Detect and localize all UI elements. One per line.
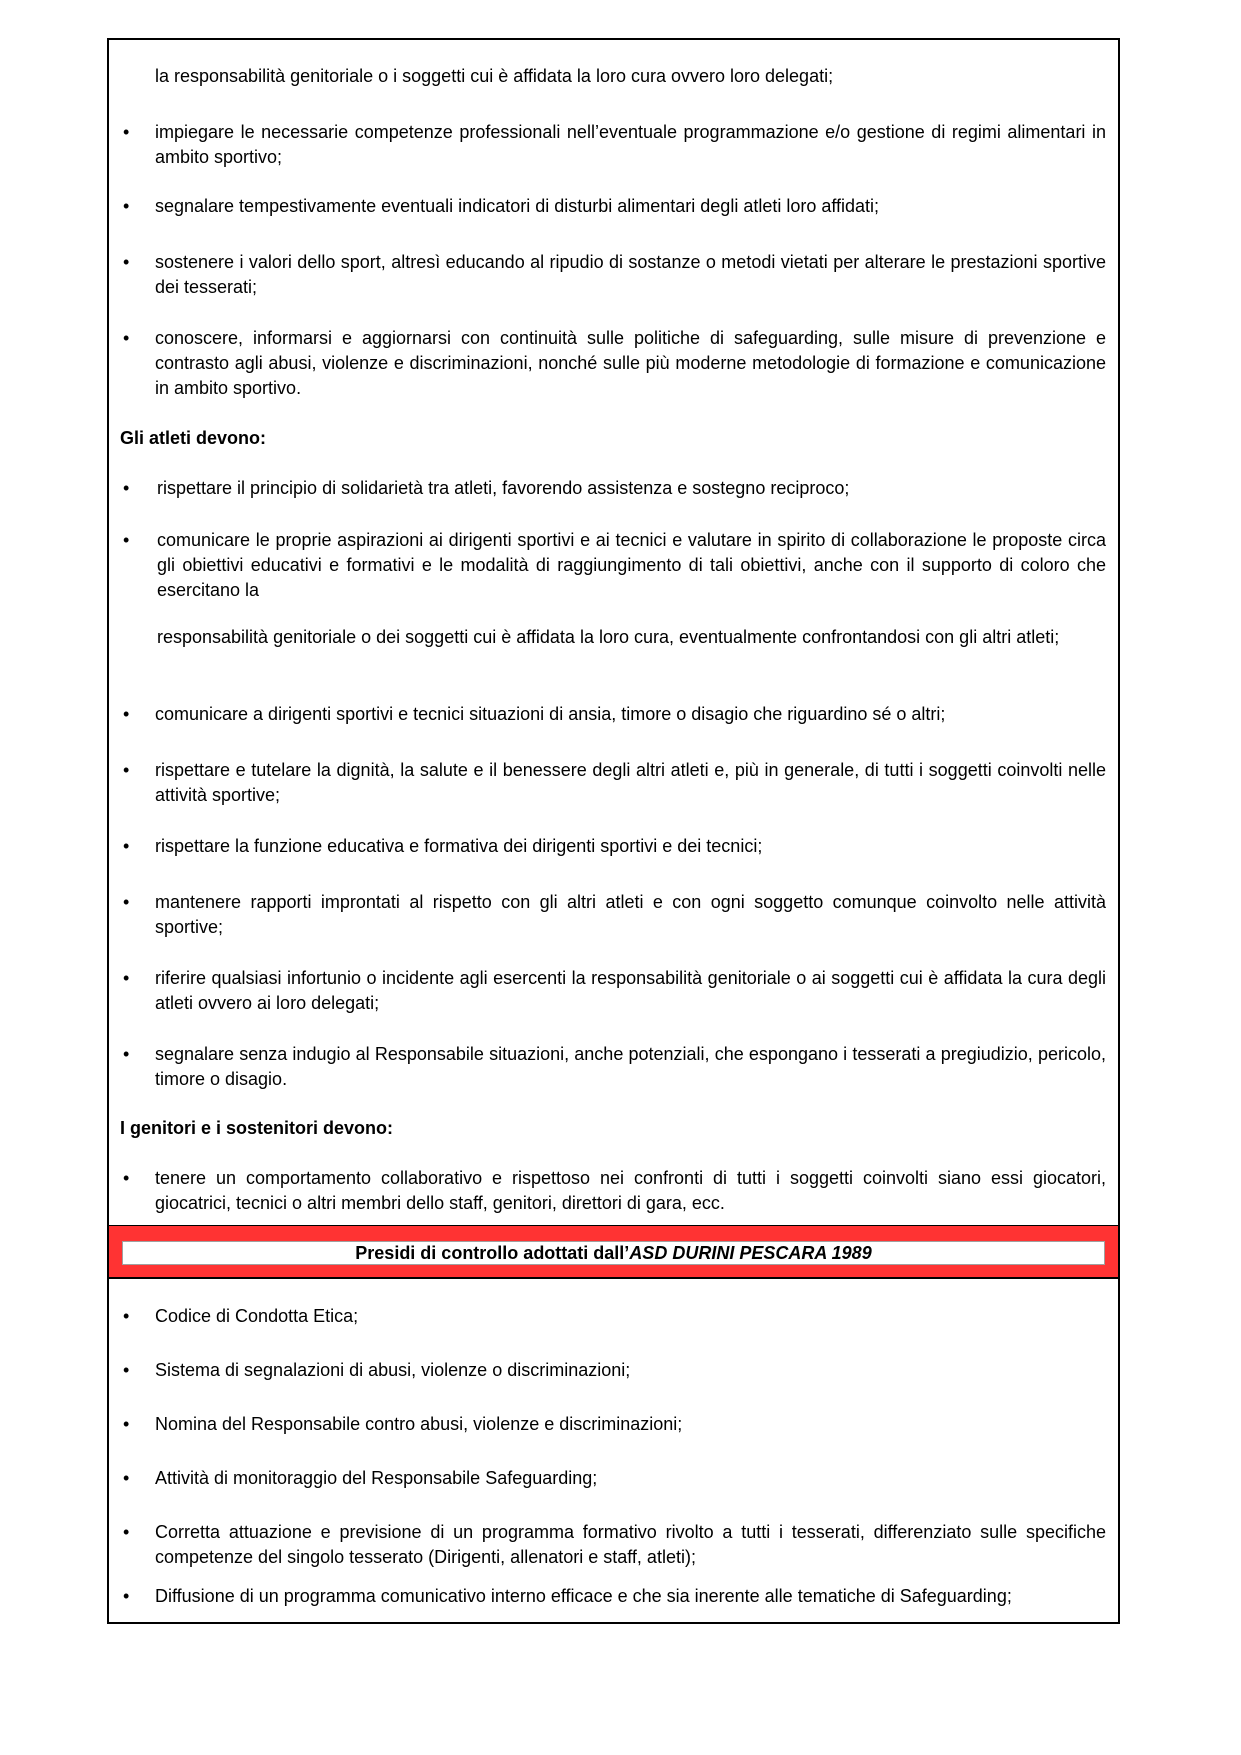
list-item: Diffusione di un programma comunicativo interno efficace e che sia inerente alle tematiche di Safeguarding; [155,1586,1012,1606]
bullet-icon: • [123,196,130,216]
bullet-icon: • [123,122,130,142]
bullet-icon: • [123,1306,130,1326]
bullet-icon: • [123,1522,130,1542]
list-item: comunicare le proprie aspirazioni ai dirigenti sportivi e ai tecnici e valutare in spirito di collaborazione le proposte circa gli obiettivi educativi e formativi e le modalità di raggiungimento di tali obiettivi, anche con il supporto di coloro che esercitano la [157,530,1106,600]
bullet-icon: • [123,1468,130,1488]
list-item: segnalare senza indugio al Responsabile situazioni, anche potenziali, che espongano i tesserati a pregiudizio, pericolo, timore o disagio. [155,1044,1106,1089]
bullet-icon: • [123,1360,130,1380]
section-title-prefix: Presidi di controllo adottati dall’ [355,1243,630,1263]
athletes-heading: Gli atleti devono: [120,428,267,448]
bullet-icon: • [123,1414,130,1434]
bullet-icon: • [123,530,130,550]
section-title [122,1241,1105,1265]
continuation-text: la responsabilità genitoriale o i soggetti cui è affidata la loro cura ovvero loro delegati; [155,66,834,86]
list-item: riferire qualsiasi infortunio o incidente agli esercenti la responsabilità genitoriale o ai soggetti cui è affidata la cura degli atleti ovvero ai loro delegati; [155,968,1106,1013]
bullet-icon: • [123,892,130,912]
document-frame [107,38,1120,1624]
bullet-icon: • [123,1168,130,1188]
list-item: Attività di monitoraggio del Responsabile Safeguarding; [155,1468,598,1488]
list-item: mantenere rapporti improntati al rispetto con gli altri atleti e con ogni soggetto comunque coinvolto nelle attività sportive; [155,892,1106,937]
list-item: rispettare e tutelare la dignità, la salute e il benessere degli altri atleti e, più in generale, di tutti i soggetti coinvolti nelle attività sportive; [155,760,1106,805]
bullet-icon: • [123,478,130,498]
list-item: sostenere i valori dello sport, altresì educando al ripudio di sostanze o metodi vietati per alterare le prestazioni sportive dei tesserati; [155,252,1106,297]
list-item: impiegare le necessarie competenze professionali nell’eventuale programmazione e/o gestione di regimi alimentari in ambito sportivo; [155,122,1106,167]
list-item: tenere un comportamento collaborativo e rispettoso nei confronti di tutti i soggetti coinvolti siano essi giocatori, giocatrici, tecnici o altri membri dello staff, genitori, direttori di gara, ecc. [155,1168,1106,1213]
parents-heading: I genitori e i sostenitori devono: [120,1118,394,1138]
list-item: segnalare tempestivamente eventuali indicatori di disturbi alimentari degli atleti loro affidati; [155,196,880,216]
bullet-icon: • [123,1586,130,1606]
list-item: Nomina del Responsabile contro abusi, violenze e discriminazioni; [155,1414,683,1434]
section-divider [109,1277,1118,1279]
list-item: comunicare a dirigenti sportivi e tecnici situazioni di ansia, timore o disagio che riguardino sé o altri; [155,704,946,724]
list-item: conoscere, informarsi e aggiornarsi con continuità sulle politiche di safeguarding, sulle misure di prevenzione e contrasto agli abusi, violenze e discriminazioni, nonché sulle più moderne metodologie di formazione e comunicazione in ambito sportivo. [155,328,1106,398]
bullet-icon: • [123,704,130,724]
section-title-band [109,1226,1118,1278]
list-item: Corretta attuazione e previsione di un programma formativo rivolto a tutti i tesserati, differenziato sulle specifiche competenze del singolo tesserato (Dirigenti, allenatori e staff, atleti); [155,1522,1106,1567]
section-title-org: ASD DURINI PESCARA 1989 [629,1243,872,1263]
list-item: Codice di Condotta Etica; [155,1306,359,1326]
bullet-icon: • [123,968,130,988]
list-item: rispettare la funzione educativa e formativa dei dirigenti sportivi e dei tecnici; [155,836,763,856]
bullet-icon: • [123,760,130,780]
list-item: Sistema di segnalazioni di abusi, violenze o discriminazioni; [155,1360,631,1380]
list-item-continuation: responsabilità genitoriale o dei soggetti cui è affidata la loro cura, eventualmente confrontandosi con gli altri atleti; [157,627,1060,647]
list-item: rispettare il principio di solidarietà tra atleti, favorendo assistenza e sostegno reciproco; [157,478,850,498]
bullet-icon: • [123,328,130,348]
bullet-icon: • [123,252,130,272]
bullet-icon: • [123,836,130,856]
bullet-icon: • [123,1044,130,1064]
